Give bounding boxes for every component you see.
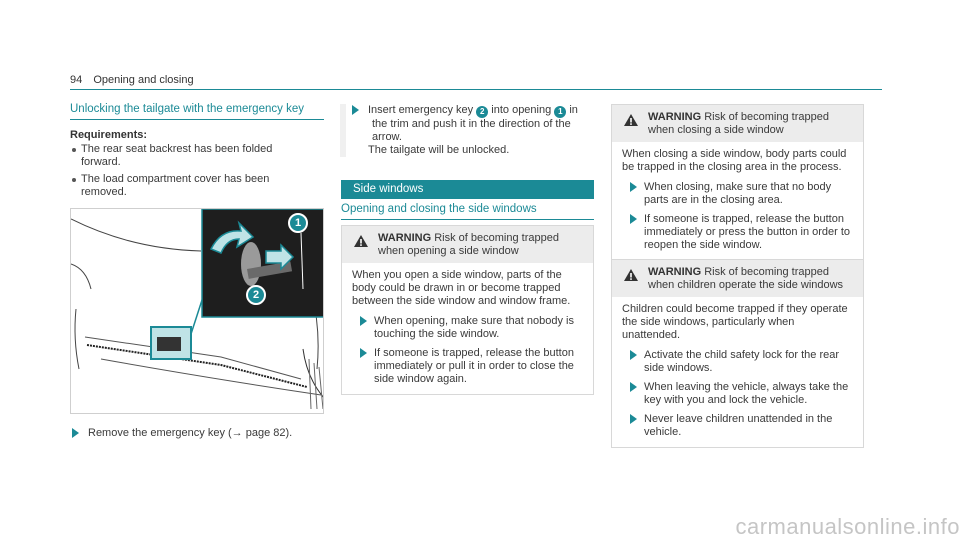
warning-text: Children could become trapped if they operate the side windows, particularly when unattended. xyxy=(622,303,848,341)
warning-step-text: If someone is trapped, release the button immediately or pull it in order to close the side window again. xyxy=(374,347,574,385)
remove-key-step xyxy=(70,427,324,440)
warning-label: WARNING xyxy=(648,111,702,123)
warning-step-text: When closing, make sure that no body parts are in the closing area. xyxy=(644,181,832,206)
tailgate-section xyxy=(70,103,324,199)
step-arrow-icon xyxy=(630,350,637,360)
warning-triangle-icon xyxy=(624,269,638,281)
step-arrow-icon xyxy=(360,348,367,358)
warning-title: Risk of becoming trapped when closing a side window xyxy=(648,111,829,136)
page-number: 94 xyxy=(70,74,83,86)
warning-step-text: Never leave children unattended in the vehicle. xyxy=(644,413,833,438)
step-arrow-icon xyxy=(630,382,637,392)
warning-step xyxy=(622,381,855,407)
step-arrow-icon xyxy=(352,105,359,115)
warning-text: When closing a side window, body parts could be trapped in the closing area in the process. xyxy=(622,148,847,173)
warning-body xyxy=(612,142,863,260)
warning-children-box xyxy=(611,259,864,448)
warning-header xyxy=(342,226,593,263)
warning-body xyxy=(342,263,593,394)
tailgate-heading[interactable]: Unlocking the tailgate with the emergency key xyxy=(70,103,324,120)
side-windows-subheading-wrap xyxy=(341,203,594,220)
warning-triangle-icon xyxy=(354,235,368,247)
side-windows-banner: Side windows xyxy=(341,180,594,199)
requirement-item: The load compartment cover has been removed. xyxy=(70,173,292,199)
warning-title: Risk of becoming trapped when opening a side window xyxy=(378,232,559,257)
requirements-title: Requirements: xyxy=(70,129,148,141)
warning-step xyxy=(622,349,855,375)
step-arrow-icon xyxy=(72,428,79,438)
step-arrow-icon xyxy=(630,214,637,224)
watermark: carmanualsonline.info xyxy=(735,514,960,539)
warning-step xyxy=(352,347,585,386)
insert-key-text-a: Insert emergency key xyxy=(368,104,474,116)
tailgate-figure xyxy=(70,208,324,414)
warning-step xyxy=(622,181,855,207)
num-1-icon: 1 xyxy=(554,106,566,118)
insert-key-text-c: in the trim and push it in the direction of the arrow. xyxy=(372,104,578,143)
warning-step-text: When leaving the vehicle, always take the key with you and lock the vehicle. xyxy=(644,381,849,406)
warning-step xyxy=(622,413,855,439)
warning-closing-box xyxy=(611,104,864,261)
warning-triangle-icon xyxy=(624,114,638,126)
insert-key-step-block xyxy=(340,104,594,157)
insert-key-step xyxy=(354,104,594,144)
step-arrow-icon xyxy=(630,414,637,424)
insert-key-text-b: into opening xyxy=(491,104,552,116)
warning-label: WARNING xyxy=(648,266,702,278)
warning-body xyxy=(612,297,863,447)
callout-1: 1 xyxy=(288,213,308,233)
page-header xyxy=(70,74,194,87)
remove-key-text: Remove the emergency key (→ page 82). xyxy=(88,427,293,439)
tailgate-illustration xyxy=(71,209,324,414)
warning-step xyxy=(622,213,855,252)
warning-step-text: If someone is trapped, release the button immediately or press the button in order to reopen the side window. xyxy=(644,213,851,251)
insert-key-result: The tailgate will be unlocked. xyxy=(368,144,510,156)
warning-step xyxy=(352,315,585,341)
step-arrow-icon xyxy=(630,182,637,192)
header-rule xyxy=(70,89,882,90)
callout-2: 2 xyxy=(246,285,266,305)
warning-header xyxy=(612,260,863,297)
warning-title: Risk of becoming trapped when children operate the side windows xyxy=(648,266,844,291)
warning-text: When you open a side window, parts of the body could be drawn in or become trapped between the side window and window frame. xyxy=(352,269,571,307)
side-windows-subheading[interactable]: Opening and closing the side windows xyxy=(341,203,594,220)
warning-step-text: Activate the child safety lock for the rear side windows. xyxy=(644,349,840,374)
page-title: Opening and closing xyxy=(93,74,194,86)
warning-header xyxy=(612,105,863,142)
num-2-icon: 2 xyxy=(476,106,488,118)
warning-opening-box xyxy=(341,225,594,395)
step-arrow-icon xyxy=(360,316,367,326)
warning-label: WARNING xyxy=(378,232,432,244)
requirement-item: The rear seat backrest has been folded forward. xyxy=(70,143,292,169)
warning-step-text: When opening, make sure that nobody is touching the side window. xyxy=(374,315,574,340)
